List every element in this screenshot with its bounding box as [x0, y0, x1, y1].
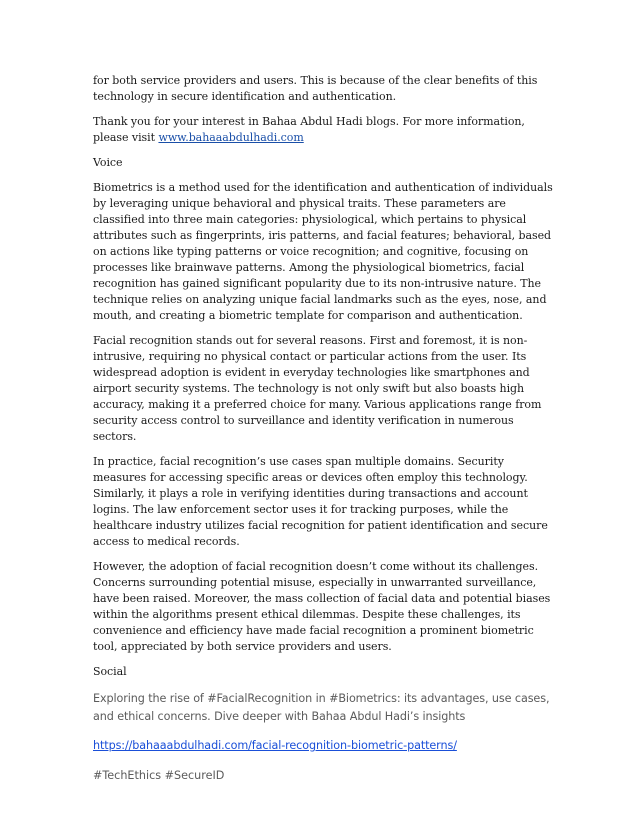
social-post-text: Exploring the rise of #FacialRecognition in #Biometrics: its advantages, use cases, and ethical concerns. Dive deeper with Bahaa Abdul Hadi’s insights — [93, 692, 550, 723]
intro-continuation: for both service providers and users. This is because of the clear benefits of this technology in secure identification and authentication. — [93, 74, 538, 103]
social-link-paragraph — [93, 737, 553, 755]
thanks-paragraph — [93, 114, 553, 146]
website-link[interactable]: www.bahaaabdulhadi.com — [158, 131, 304, 144]
paragraph-biometrics: Biometrics is a method used for the identification and authentication of individuals by leveraging unique behavioral and physical traits. These parameters are classified into three main categories: physiological, which pertains to physical attributes such as fingerprints, iris patterns, and facial features; behavioral, based on actions like typing patterns or voice recognition; and cognitive, focusing on processes like brainwave patterns. Among the physiological biometrics, facial recognition has gained significant popularity due to its non-intrusive nature. The technique relies on analyzing unique facial landmarks such as the eyes, nose, and mouth, and creating a biometric template for comparison and authentication. — [93, 181, 553, 322]
paragraph-use-cases: In practice, facial recognition’s use cases span multiple domains. Security measures for accessing specific areas or devices often employ this technology. Similarly, it plays a role in verifying identities during transactions and account logins. The law enforcement sector uses it for tracking purposes, while the healthcare industry utilizes facial recognition for patient identification and secure access to medical records. — [93, 455, 548, 548]
paragraph-challenges: However, the adoption of facial recognition doesn’t come without its challenges. Concerns surrounding potential misuse, especially in unwarranted surveillance, have been raised. Moreover, the mass collection of facial data and potential biases within the algorithms present ethical dilemmas. Despite these challenges, its convenience and efficiency have made facial recognition a prominent biometric tool, appreciated by both service providers and users. — [93, 560, 551, 653]
social-heading: Social — [93, 665, 127, 678]
article-link[interactable]: https://bahaaabdulhadi.com/facial-recognition-biometric-patterns/ — [93, 739, 457, 752]
thanks-text: Thank you for your interest in Bahaa Abdul Hadi blogs. For more information, please visit — [93, 115, 525, 144]
paragraph-advantages: Facial recognition stands out for several reasons. First and foremost, it is non-intrusive, requiring no physical contact or particular actions from the user. Its widespread adoption is evident in everyday technologies like smartphones and airport security systems. The technology is not only swift but also boasts high accuracy, making it a preferred choice for many. Various applications range from security access control to surveillance and identity verification in numerous sectors. — [93, 334, 542, 443]
voice-heading: Voice — [93, 156, 123, 169]
hashtags: #TechEthics #SecureID — [93, 769, 225, 782]
document-body — [93, 73, 553, 785]
